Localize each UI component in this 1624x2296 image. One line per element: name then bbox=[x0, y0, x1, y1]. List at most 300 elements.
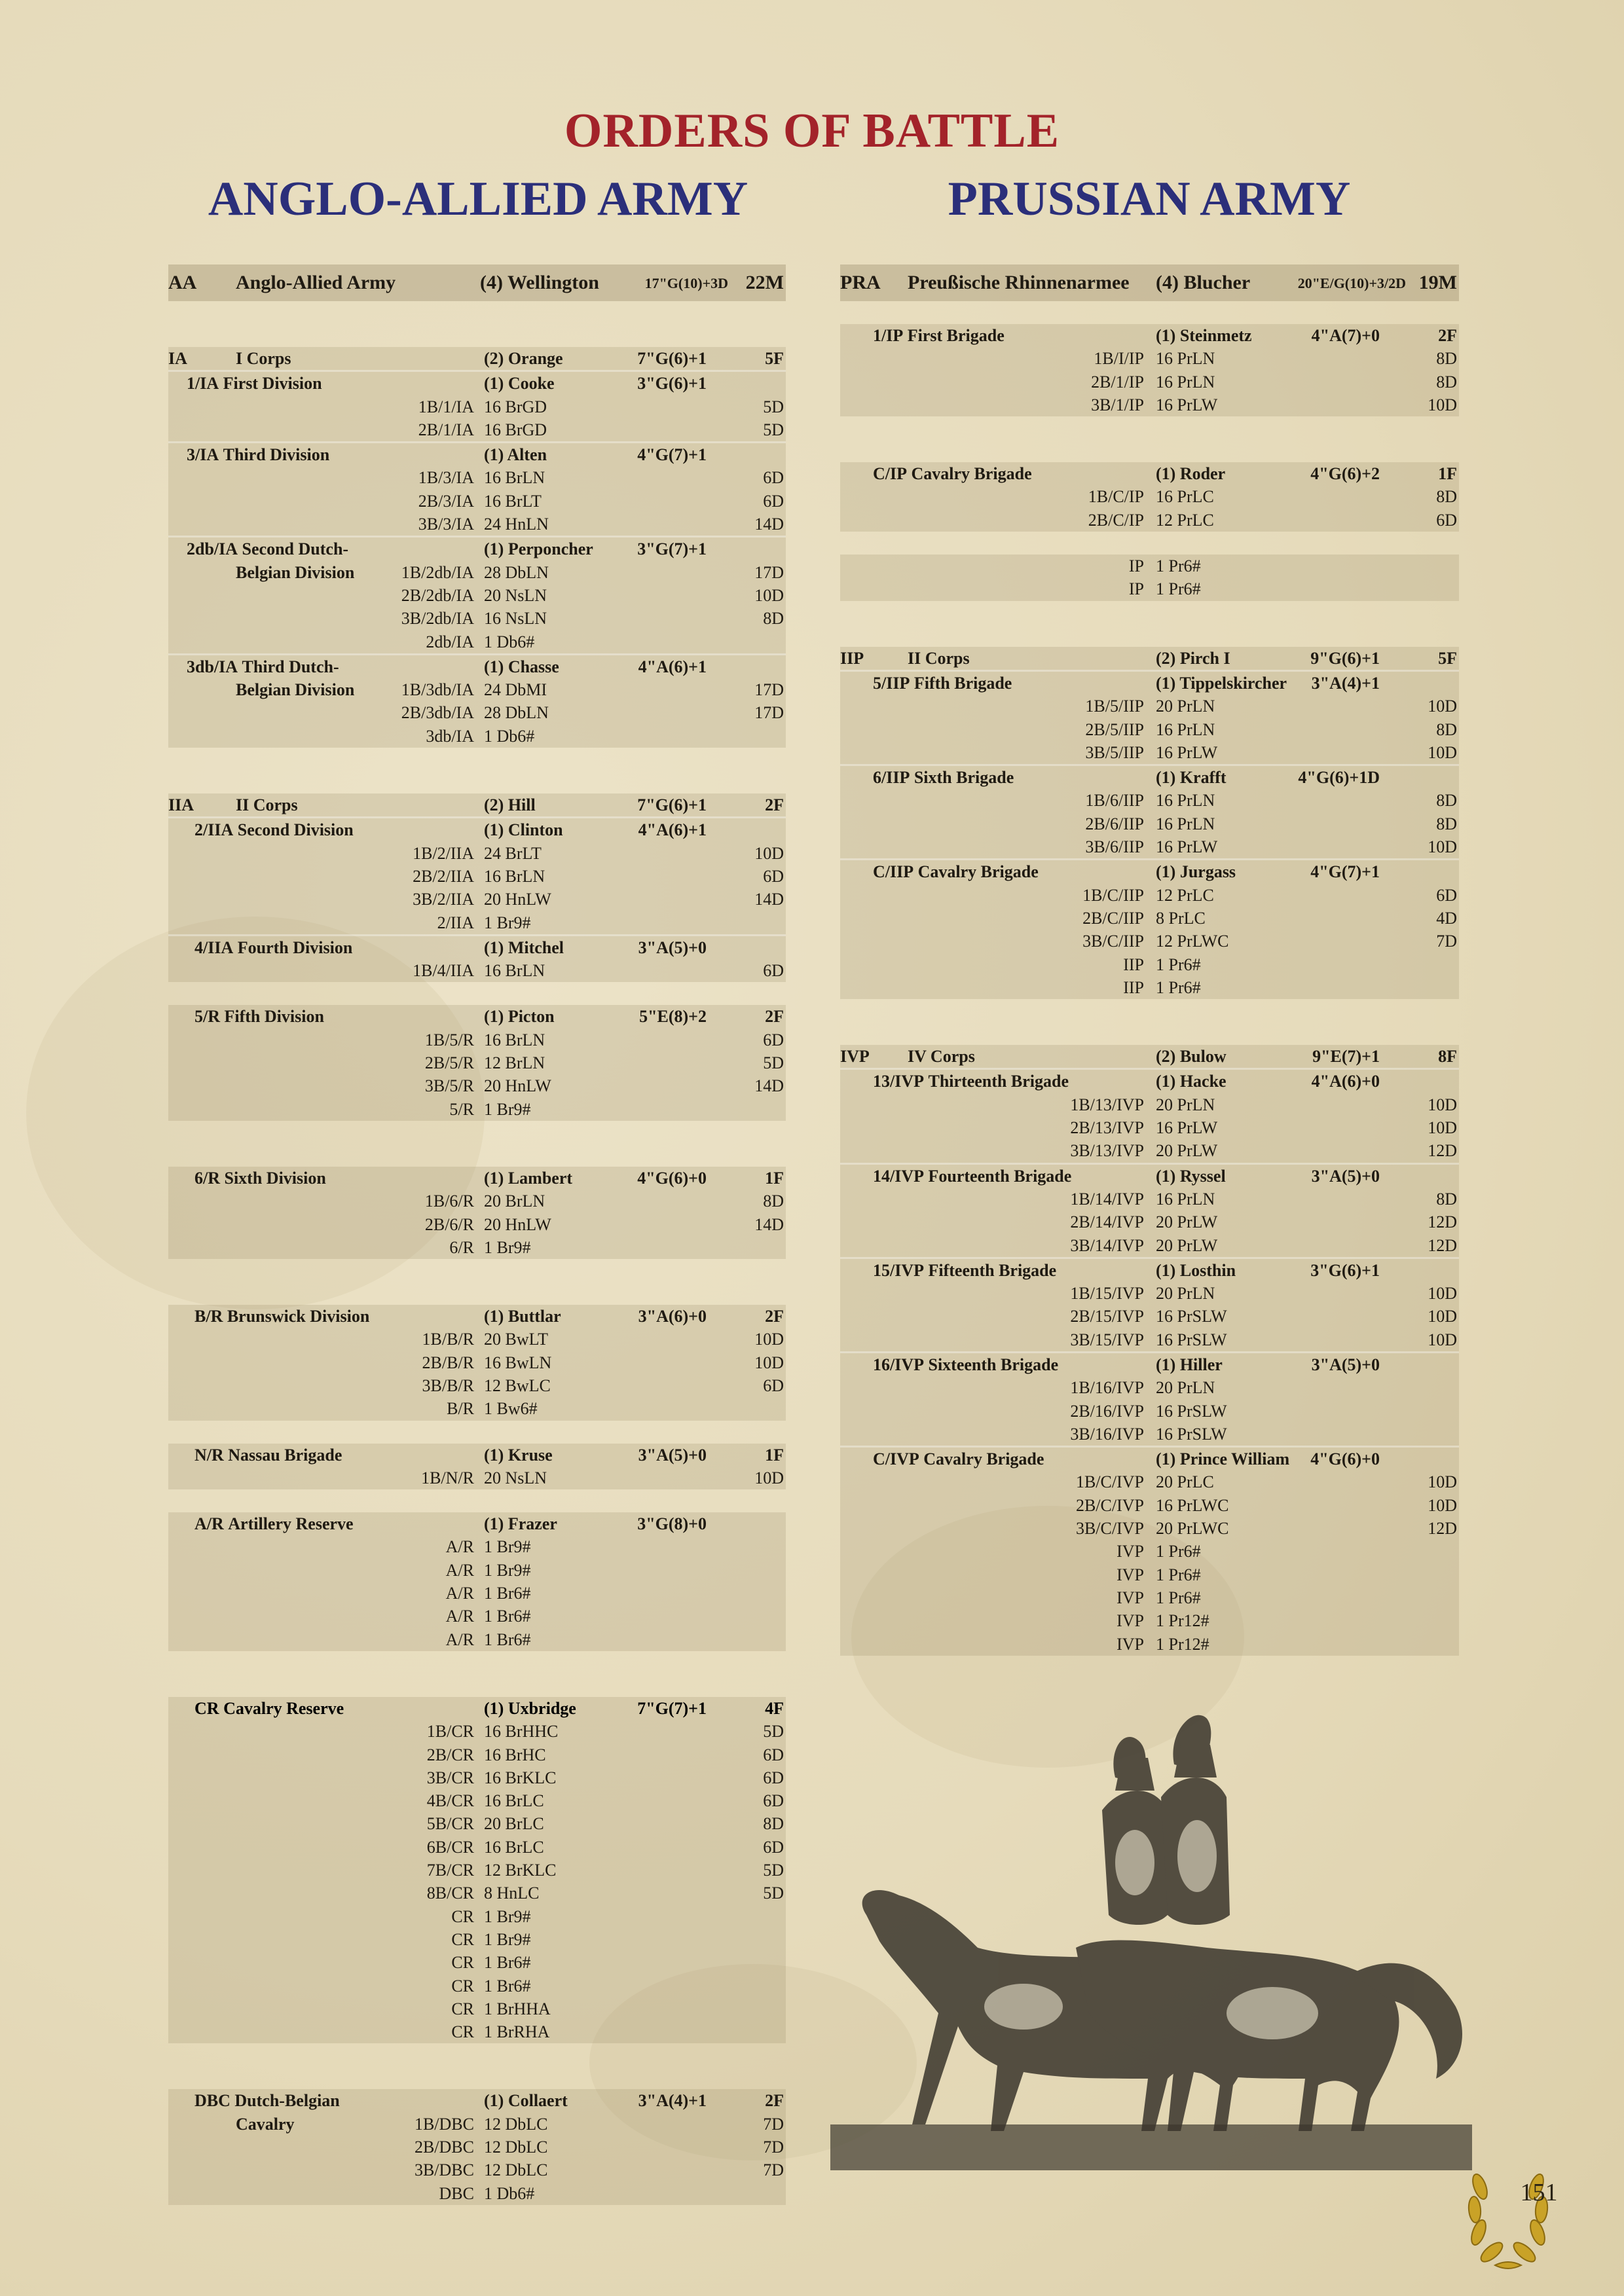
unit-value: 6D bbox=[763, 491, 784, 511]
formation-code: B/R bbox=[194, 1307, 223, 1326]
unit-id: 1B/DBC bbox=[414, 2114, 474, 2134]
formation-commander: (1) Collaert bbox=[484, 2091, 568, 2111]
unit-strength: 16 BrLN bbox=[484, 1030, 545, 1049]
unit-row bbox=[168, 1374, 786, 1397]
unit-row bbox=[840, 1400, 1459, 1423]
unit-row bbox=[168, 466, 786, 489]
unit-row bbox=[168, 1975, 786, 1997]
unit-id: 2B/3/IA bbox=[418, 491, 474, 511]
unit-strength: 20 NsLN bbox=[484, 585, 547, 605]
formation-header bbox=[168, 1444, 786, 1467]
unit-strength: 1 Br9# bbox=[484, 1906, 531, 1926]
unit-id: 2B/13/IVP bbox=[1070, 1118, 1144, 1138]
unit-row bbox=[168, 725, 786, 748]
unit-strength: 16 PrLN bbox=[1156, 349, 1215, 369]
unit-id: 1B/4/IIA bbox=[413, 961, 474, 981]
formation-commander: (1) Steinmetz bbox=[1156, 326, 1252, 345]
unit-id: IVP bbox=[1116, 1588, 1144, 1607]
unit-row bbox=[840, 393, 1459, 416]
unit-id: 2B/1/IP bbox=[1091, 372, 1144, 392]
section-spacer bbox=[840, 301, 1459, 324]
formation-block bbox=[840, 1351, 1459, 1446]
unit-strength: 1 Pr12# bbox=[1156, 1611, 1209, 1631]
unit-row bbox=[840, 953, 1459, 976]
unit-value: 6D bbox=[763, 1745, 784, 1764]
artillery-group bbox=[840, 555, 1459, 601]
unit-strength: 1 BrRHA bbox=[484, 2022, 550, 2042]
formation-block bbox=[168, 441, 786, 536]
formation-code: 5/R bbox=[194, 1007, 220, 1027]
unit-strength: 20 HnLW bbox=[484, 1076, 551, 1096]
unit-strength: 16 BrLC bbox=[484, 1791, 544, 1811]
unit-id: 3B/2/IIA bbox=[413, 890, 474, 909]
formation-name: Dutch-Belgian bbox=[234, 2091, 340, 2111]
unit-row bbox=[840, 1282, 1459, 1305]
formation-header bbox=[168, 1512, 786, 1535]
unit-row bbox=[168, 1351, 786, 1374]
formation-commander: (1) Lambert bbox=[484, 1168, 573, 1188]
corps-rating: 7"G(6)+1 bbox=[637, 349, 707, 368]
unit-value: 5D bbox=[763, 397, 784, 416]
formation-commander: (1) Tippelskircher bbox=[1156, 673, 1287, 693]
unit-row bbox=[840, 577, 1459, 600]
unit-id: B/R bbox=[447, 1399, 474, 1419]
formation-code: 1/IP bbox=[873, 326, 904, 345]
unit-row bbox=[840, 555, 1459, 577]
corps-rating: 9"G(6)+1 bbox=[1310, 648, 1380, 668]
unit-row bbox=[840, 485, 1459, 508]
unit-value: 12D bbox=[1428, 1212, 1457, 1232]
unit-row bbox=[168, 2020, 786, 2043]
formation-header bbox=[840, 1259, 1459, 1282]
formation-block bbox=[840, 324, 1459, 416]
formation-title bbox=[194, 1699, 344, 1719]
formation-block bbox=[840, 1257, 1459, 1351]
unit-value: 5D bbox=[763, 1053, 784, 1073]
unit-id: 1B/2db/IA bbox=[401, 562, 474, 582]
unit-value: 10D bbox=[754, 585, 784, 605]
unit-row bbox=[168, 1743, 786, 1766]
unit-row bbox=[840, 509, 1459, 532]
unit-value: 8D bbox=[1436, 372, 1457, 392]
unit-strength: 1 Pr6# bbox=[1156, 556, 1201, 576]
unit-value: 8D bbox=[1436, 487, 1457, 507]
unit-strength: 1 Pr6# bbox=[1156, 1542, 1201, 1561]
corps-row bbox=[168, 793, 786, 816]
unit-strength: 16 PrLN bbox=[1156, 720, 1215, 739]
unit-strength: 16 PrLN bbox=[1156, 791, 1215, 811]
unit-row bbox=[840, 718, 1459, 741]
corps-commander: (2) Pirch I bbox=[1156, 648, 1230, 668]
unit-strength: 8 HnLC bbox=[484, 1884, 540, 1903]
formation-header bbox=[840, 766, 1459, 789]
army-name: Preußische Rhinnenarmee bbox=[908, 272, 1130, 293]
corps-header bbox=[840, 647, 1459, 670]
unit-id: 2B/3db/IA bbox=[401, 703, 474, 723]
unit-strength: 16 PrLW bbox=[1156, 837, 1218, 857]
unit-strength: 16 PrLC bbox=[1156, 487, 1214, 507]
formation-header bbox=[840, 1165, 1459, 1188]
formation-block bbox=[168, 1444, 786, 1490]
corps-name: I Corps bbox=[236, 349, 291, 368]
formation-block bbox=[168, 1005, 786, 1120]
unit-id: 1B/14/IVP bbox=[1070, 1189, 1144, 1209]
formation-name: Brunswick Division bbox=[227, 1307, 370, 1326]
unit-row bbox=[840, 1586, 1459, 1609]
formation-block bbox=[168, 370, 786, 441]
formation-header bbox=[840, 324, 1459, 347]
unit-row bbox=[168, 1029, 786, 1051]
formation-name: Second Dutch- bbox=[242, 539, 349, 559]
formation-commander: (1) Mitchel bbox=[484, 938, 564, 957]
unit-row bbox=[840, 1188, 1459, 1211]
formation-title bbox=[194, 1307, 369, 1326]
unit-id: 8B/CR bbox=[426, 1884, 474, 1903]
formation-name: Fifteenth Brigade bbox=[928, 1260, 1057, 1280]
formation-title bbox=[873, 1355, 1058, 1375]
unit-value: 6D bbox=[763, 1768, 784, 1787]
corps-break-value: 8F bbox=[1438, 1047, 1457, 1066]
unit-row bbox=[168, 2182, 786, 2205]
corps-commander: (2) Hill bbox=[484, 795, 536, 815]
corps-header bbox=[168, 347, 786, 370]
unit-id: 3B/6/IIP bbox=[1085, 837, 1144, 857]
unit-value: 10D bbox=[754, 1330, 784, 1349]
unit-id: 3B/CR bbox=[426, 1768, 474, 1787]
unit-row bbox=[840, 1517, 1459, 1540]
unit-strength: 1 Br9# bbox=[484, 913, 531, 932]
formation-rating: 3"A(5)+0 bbox=[638, 1445, 707, 1465]
unit-row bbox=[168, 607, 786, 630]
formation-title bbox=[873, 326, 1005, 346]
formation-header bbox=[168, 2089, 786, 2112]
corps-name: IV Corps bbox=[908, 1047, 975, 1066]
unit-row bbox=[168, 1051, 786, 1074]
unit-value: 10D bbox=[1428, 1095, 1457, 1114]
unit-row bbox=[840, 695, 1459, 718]
unit-id: IVP bbox=[1116, 1611, 1144, 1631]
unit-value: 7D bbox=[763, 2114, 784, 2134]
unit-id: 1B/C/IVP bbox=[1075, 1472, 1144, 1492]
unit-row bbox=[168, 1951, 786, 1974]
army-header-row bbox=[840, 264, 1459, 301]
unit-id: 4B/CR bbox=[426, 1791, 474, 1811]
corps-break-value: 5F bbox=[1438, 648, 1457, 668]
unit-value: 6D bbox=[1436, 510, 1457, 530]
unit-id: 3db/IA bbox=[426, 726, 474, 746]
formation-block bbox=[168, 934, 786, 983]
formation-code: 3db/IA bbox=[187, 657, 238, 676]
anglo-allied-army-title: ANGLO-ALLIED ARMY bbox=[208, 172, 748, 226]
army-rating: 17"G(10)+3D bbox=[644, 275, 728, 291]
unit-id: IVP bbox=[1116, 1542, 1144, 1561]
unit-row bbox=[168, 1236, 786, 1259]
unit-id: IP bbox=[1128, 579, 1144, 599]
formation-rating: 4"A(6)+1 bbox=[638, 657, 707, 676]
unit-strength: 20 PrLW bbox=[1156, 1141, 1218, 1161]
unit-id: IIP bbox=[1123, 977, 1144, 997]
unit-strength: 20 BrLC bbox=[484, 1814, 544, 1834]
unit-row bbox=[168, 513, 786, 536]
formation-header bbox=[168, 443, 786, 466]
formation-name: Second Division bbox=[237, 820, 354, 840]
formation-title bbox=[194, 1169, 326, 1188]
unit-value: 12D bbox=[1428, 1519, 1457, 1539]
unit-value: 4D bbox=[1436, 908, 1457, 928]
formation-rating: 3"A(5)+0 bbox=[638, 938, 707, 957]
formation-title bbox=[873, 1261, 1056, 1281]
unit-id: 2B/16/IVP bbox=[1070, 1401, 1144, 1421]
unit-row bbox=[168, 1859, 786, 1882]
unit-value: 14D bbox=[754, 1076, 784, 1096]
formation-code: 2/IIA bbox=[194, 820, 234, 840]
unit-row bbox=[168, 701, 786, 724]
unit-id: 3B/2db/IA bbox=[401, 609, 474, 629]
unit-value: 10D bbox=[1428, 1118, 1457, 1138]
formation-title bbox=[194, 1514, 354, 1534]
unit-strength: 20 NsLN bbox=[484, 1468, 547, 1487]
unit-row bbox=[168, 418, 786, 441]
unit-strength: 16 BrLN bbox=[484, 468, 545, 488]
army-commander: (4) Blucher bbox=[1156, 272, 1251, 293]
formation-name: Sixth Brigade bbox=[913, 768, 1014, 788]
formation-commander: (1) Frazer bbox=[484, 1514, 557, 1534]
formation-title bbox=[873, 1072, 1069, 1091]
corps-rating: 9"E(7)+1 bbox=[1312, 1047, 1380, 1066]
unit-row bbox=[168, 2159, 786, 2181]
unit-value: 8D bbox=[1436, 814, 1457, 833]
unit-value: 7D bbox=[763, 2160, 784, 2180]
formation-break-value: 2F bbox=[1438, 326, 1457, 345]
unit-value: 10D bbox=[1428, 1284, 1457, 1303]
unit-strength: 16 PrSLW bbox=[1156, 1330, 1227, 1349]
formation-commander: (1) Hiller bbox=[1156, 1355, 1223, 1374]
unit-row bbox=[168, 561, 786, 584]
formation-block bbox=[840, 1163, 1459, 1257]
formation-break-value: 1F bbox=[765, 1445, 784, 1465]
unit-id: IVP bbox=[1116, 1565, 1144, 1584]
section-spacer bbox=[840, 416, 1459, 462]
unit-value: 8D bbox=[1436, 349, 1457, 369]
unit-value: 6D bbox=[763, 468, 784, 488]
army-code: AA bbox=[168, 272, 197, 293]
anglo-allied-order-of-battle bbox=[168, 264, 786, 2205]
formation-break-value: 1F bbox=[765, 1168, 784, 1188]
unit-id: 2db/IA bbox=[426, 632, 474, 651]
unit-strength: 16 PrSLW bbox=[1156, 1307, 1227, 1326]
formation-break-value: 4F bbox=[765, 1698, 784, 1718]
formation-block bbox=[840, 1068, 1459, 1162]
unit-id: 3B/DBC bbox=[414, 2160, 474, 2180]
formation-rating: 5"E(8)+2 bbox=[639, 1007, 707, 1027]
unit-id: 3B/B/R bbox=[422, 1376, 474, 1395]
unit-id: 3B/C/IVP bbox=[1075, 1519, 1144, 1539]
unit-value: 8D bbox=[763, 1192, 784, 1211]
unit-row bbox=[168, 1928, 786, 1951]
unit-strength: 1 Db6# bbox=[484, 632, 535, 651]
unit-id: 2B/C/IIP bbox=[1082, 908, 1144, 928]
unit-value: 5D bbox=[763, 420, 784, 439]
corps-break-value: 2F bbox=[765, 795, 784, 815]
unit-strength: 16 BrHC bbox=[484, 1745, 546, 1764]
corps-commander: (2) Orange bbox=[484, 349, 563, 368]
unit-strength: 20 PrLC bbox=[1156, 1472, 1214, 1492]
formation-code: 3/IA bbox=[187, 445, 219, 465]
formation-code: 6/IIP bbox=[873, 768, 910, 788]
unit-value: 10D bbox=[1428, 742, 1457, 762]
formation-name: Fifth Division bbox=[224, 1007, 324, 1027]
formation-header bbox=[840, 462, 1459, 485]
unit-row bbox=[840, 1609, 1459, 1632]
unit-value: 10D bbox=[1428, 1330, 1457, 1349]
formation-rating: 3"G(6)+1 bbox=[1310, 1260, 1380, 1280]
formation-code: C/IIP bbox=[873, 862, 914, 882]
unit-strength: 16 PrLN bbox=[1156, 814, 1215, 833]
corps-code: IIP bbox=[840, 648, 864, 668]
unit-row bbox=[168, 1397, 786, 1420]
unit-row bbox=[840, 976, 1459, 999]
corps-name: II Corps bbox=[908, 648, 970, 668]
formation-block bbox=[168, 1697, 786, 2043]
formation-code: 16/IVP bbox=[873, 1355, 924, 1374]
army-header-row bbox=[168, 264, 786, 301]
formation-header bbox=[168, 538, 786, 560]
unit-row bbox=[168, 1720, 786, 1743]
unit-row bbox=[840, 371, 1459, 393]
unit-strength: 20 PrLN bbox=[1156, 697, 1215, 716]
section-spacer bbox=[840, 601, 1459, 647]
formation-name: Fourteenth Brigade bbox=[928, 1166, 1072, 1186]
unit-id: 3B/5/R bbox=[424, 1076, 474, 1096]
formation-commander: (1) Jurgass bbox=[1156, 862, 1236, 882]
unit-id: 2B/5/IIP bbox=[1085, 720, 1144, 739]
unit-value: 10D bbox=[1428, 1307, 1457, 1326]
formation-commander: (1) Hacke bbox=[1156, 1072, 1227, 1091]
unit-strength: 1 Pr6# bbox=[1156, 1588, 1201, 1607]
corps-break-value: 5F bbox=[765, 349, 784, 368]
formation-rating: 3"G(8)+0 bbox=[637, 1514, 707, 1534]
unit-id: 2B/15/IVP bbox=[1070, 1307, 1144, 1326]
formation-commander: (1) Cooke bbox=[484, 374, 555, 393]
section-spacer bbox=[840, 532, 1459, 555]
unit-strength: 1 Db6# bbox=[484, 726, 535, 746]
section-spacer bbox=[168, 1421, 786, 1444]
unit-strength: 1 Br9# bbox=[484, 1929, 531, 1949]
formation-code: 13/IVP bbox=[873, 1072, 924, 1091]
formation-code: CR bbox=[194, 1698, 219, 1718]
formation-rating: 4"G(7)+1 bbox=[637, 445, 707, 465]
formation-name: Cavalry Brigade bbox=[911, 464, 1032, 484]
unit-value: 10D bbox=[754, 1353, 784, 1372]
page-title: ORDERS OF BATTLE bbox=[564, 104, 1060, 158]
unit-value: 14D bbox=[754, 1214, 784, 1234]
unit-id: 3B/15/IVP bbox=[1070, 1330, 1144, 1349]
unit-id: CR bbox=[451, 1929, 474, 1949]
formation-name: First Brigade bbox=[907, 326, 1005, 345]
unit-id: A/R bbox=[445, 1630, 474, 1649]
unit-strength: 28 DbLN bbox=[484, 703, 549, 723]
unit-row bbox=[840, 1423, 1459, 1446]
unit-row bbox=[168, 395, 786, 418]
unit-id: IIP bbox=[1123, 955, 1144, 974]
unit-strength: 12 PrLC bbox=[1156, 510, 1214, 530]
unit-id: 2B/5/R bbox=[424, 1053, 474, 1073]
formation-header bbox=[168, 655, 786, 678]
unit-value: 6D bbox=[763, 866, 784, 886]
unit-value: 14D bbox=[754, 890, 784, 909]
unit-strength: 16 BrLN bbox=[484, 866, 545, 886]
formation-header bbox=[168, 1305, 786, 1328]
formation-title bbox=[873, 674, 1012, 693]
formation-commander: (1) Ryssel bbox=[1156, 1166, 1226, 1186]
unit-id: 1B/13/IVP bbox=[1070, 1095, 1144, 1114]
unit-strength: 1 Pr6# bbox=[1156, 579, 1201, 599]
unit-row bbox=[168, 959, 786, 982]
unit-value: 10D bbox=[1428, 697, 1457, 716]
unit-value: 17D bbox=[754, 703, 784, 723]
unit-strength: 20 PrLN bbox=[1156, 1378, 1215, 1398]
unit-row bbox=[840, 1563, 1459, 1586]
unit-strength: 16 PrLW bbox=[1156, 395, 1218, 414]
corps-row bbox=[168, 347, 786, 370]
army-break-value: 22M bbox=[745, 272, 784, 293]
formation-title bbox=[187, 445, 329, 465]
formation-commander: (1) Uxbridge bbox=[484, 1698, 576, 1718]
unit-value: 6D bbox=[763, 1030, 784, 1049]
formation-code: DBC bbox=[194, 2091, 231, 2111]
formation-block bbox=[840, 670, 1459, 764]
formation-break-value: 2F bbox=[765, 2091, 784, 2111]
unit-id: 2B/C/IP bbox=[1088, 510, 1144, 530]
unit-row bbox=[840, 347, 1459, 370]
prussian-army-title: PRUSSIAN ARMY bbox=[948, 172, 1351, 226]
formation-title bbox=[187, 374, 322, 393]
unit-strength: 16 PrLW bbox=[1156, 742, 1218, 762]
unit-strength: 20 BwLT bbox=[484, 1330, 548, 1349]
unit-strength: 20 PrLW bbox=[1156, 1235, 1218, 1255]
unit-id: 2B/1/IA bbox=[418, 420, 474, 439]
corps-header bbox=[168, 793, 786, 816]
formation-title bbox=[194, 2091, 340, 2111]
unit-strength: 20 BrLN bbox=[484, 1192, 545, 1211]
section-spacer bbox=[168, 1489, 786, 1512]
unit-strength: 20 PrLN bbox=[1156, 1284, 1215, 1303]
unit-strength: 20 HnLW bbox=[484, 890, 551, 909]
unit-value: 12D bbox=[1428, 1235, 1457, 1255]
unit-value: 6D bbox=[763, 961, 784, 981]
unit-value: 8D bbox=[763, 1814, 784, 1834]
formation-code: 14/IVP bbox=[873, 1166, 924, 1186]
prussian-order-of-battle bbox=[840, 264, 1459, 1656]
formation-commander: (1) Prince William bbox=[1156, 1449, 1290, 1469]
unit-strength: 16 PrLW bbox=[1156, 1118, 1218, 1138]
formation-name-continued: Cavalry bbox=[236, 2114, 295, 2134]
unit-row bbox=[168, 1582, 786, 1605]
unit-strength: 12 DbLC bbox=[484, 2114, 548, 2134]
unit-id: 1B/3/IA bbox=[418, 468, 474, 488]
unit-value: 17D bbox=[754, 680, 784, 700]
unit-row bbox=[168, 1905, 786, 1928]
unit-strength: 1 Br6# bbox=[484, 1584, 531, 1603]
unit-strength: 1 Br9# bbox=[484, 1099, 531, 1119]
unit-id: 2B/2db/IA bbox=[401, 585, 474, 605]
formation-rating: 4"G(6)+2 bbox=[1310, 464, 1380, 484]
section-spacer bbox=[168, 1651, 786, 1697]
unit-row bbox=[168, 1812, 786, 1835]
formation-block bbox=[168, 653, 786, 748]
section-spacer bbox=[840, 999, 1459, 1045]
formation-rating: 3"A(5)+0 bbox=[1311, 1166, 1380, 1186]
